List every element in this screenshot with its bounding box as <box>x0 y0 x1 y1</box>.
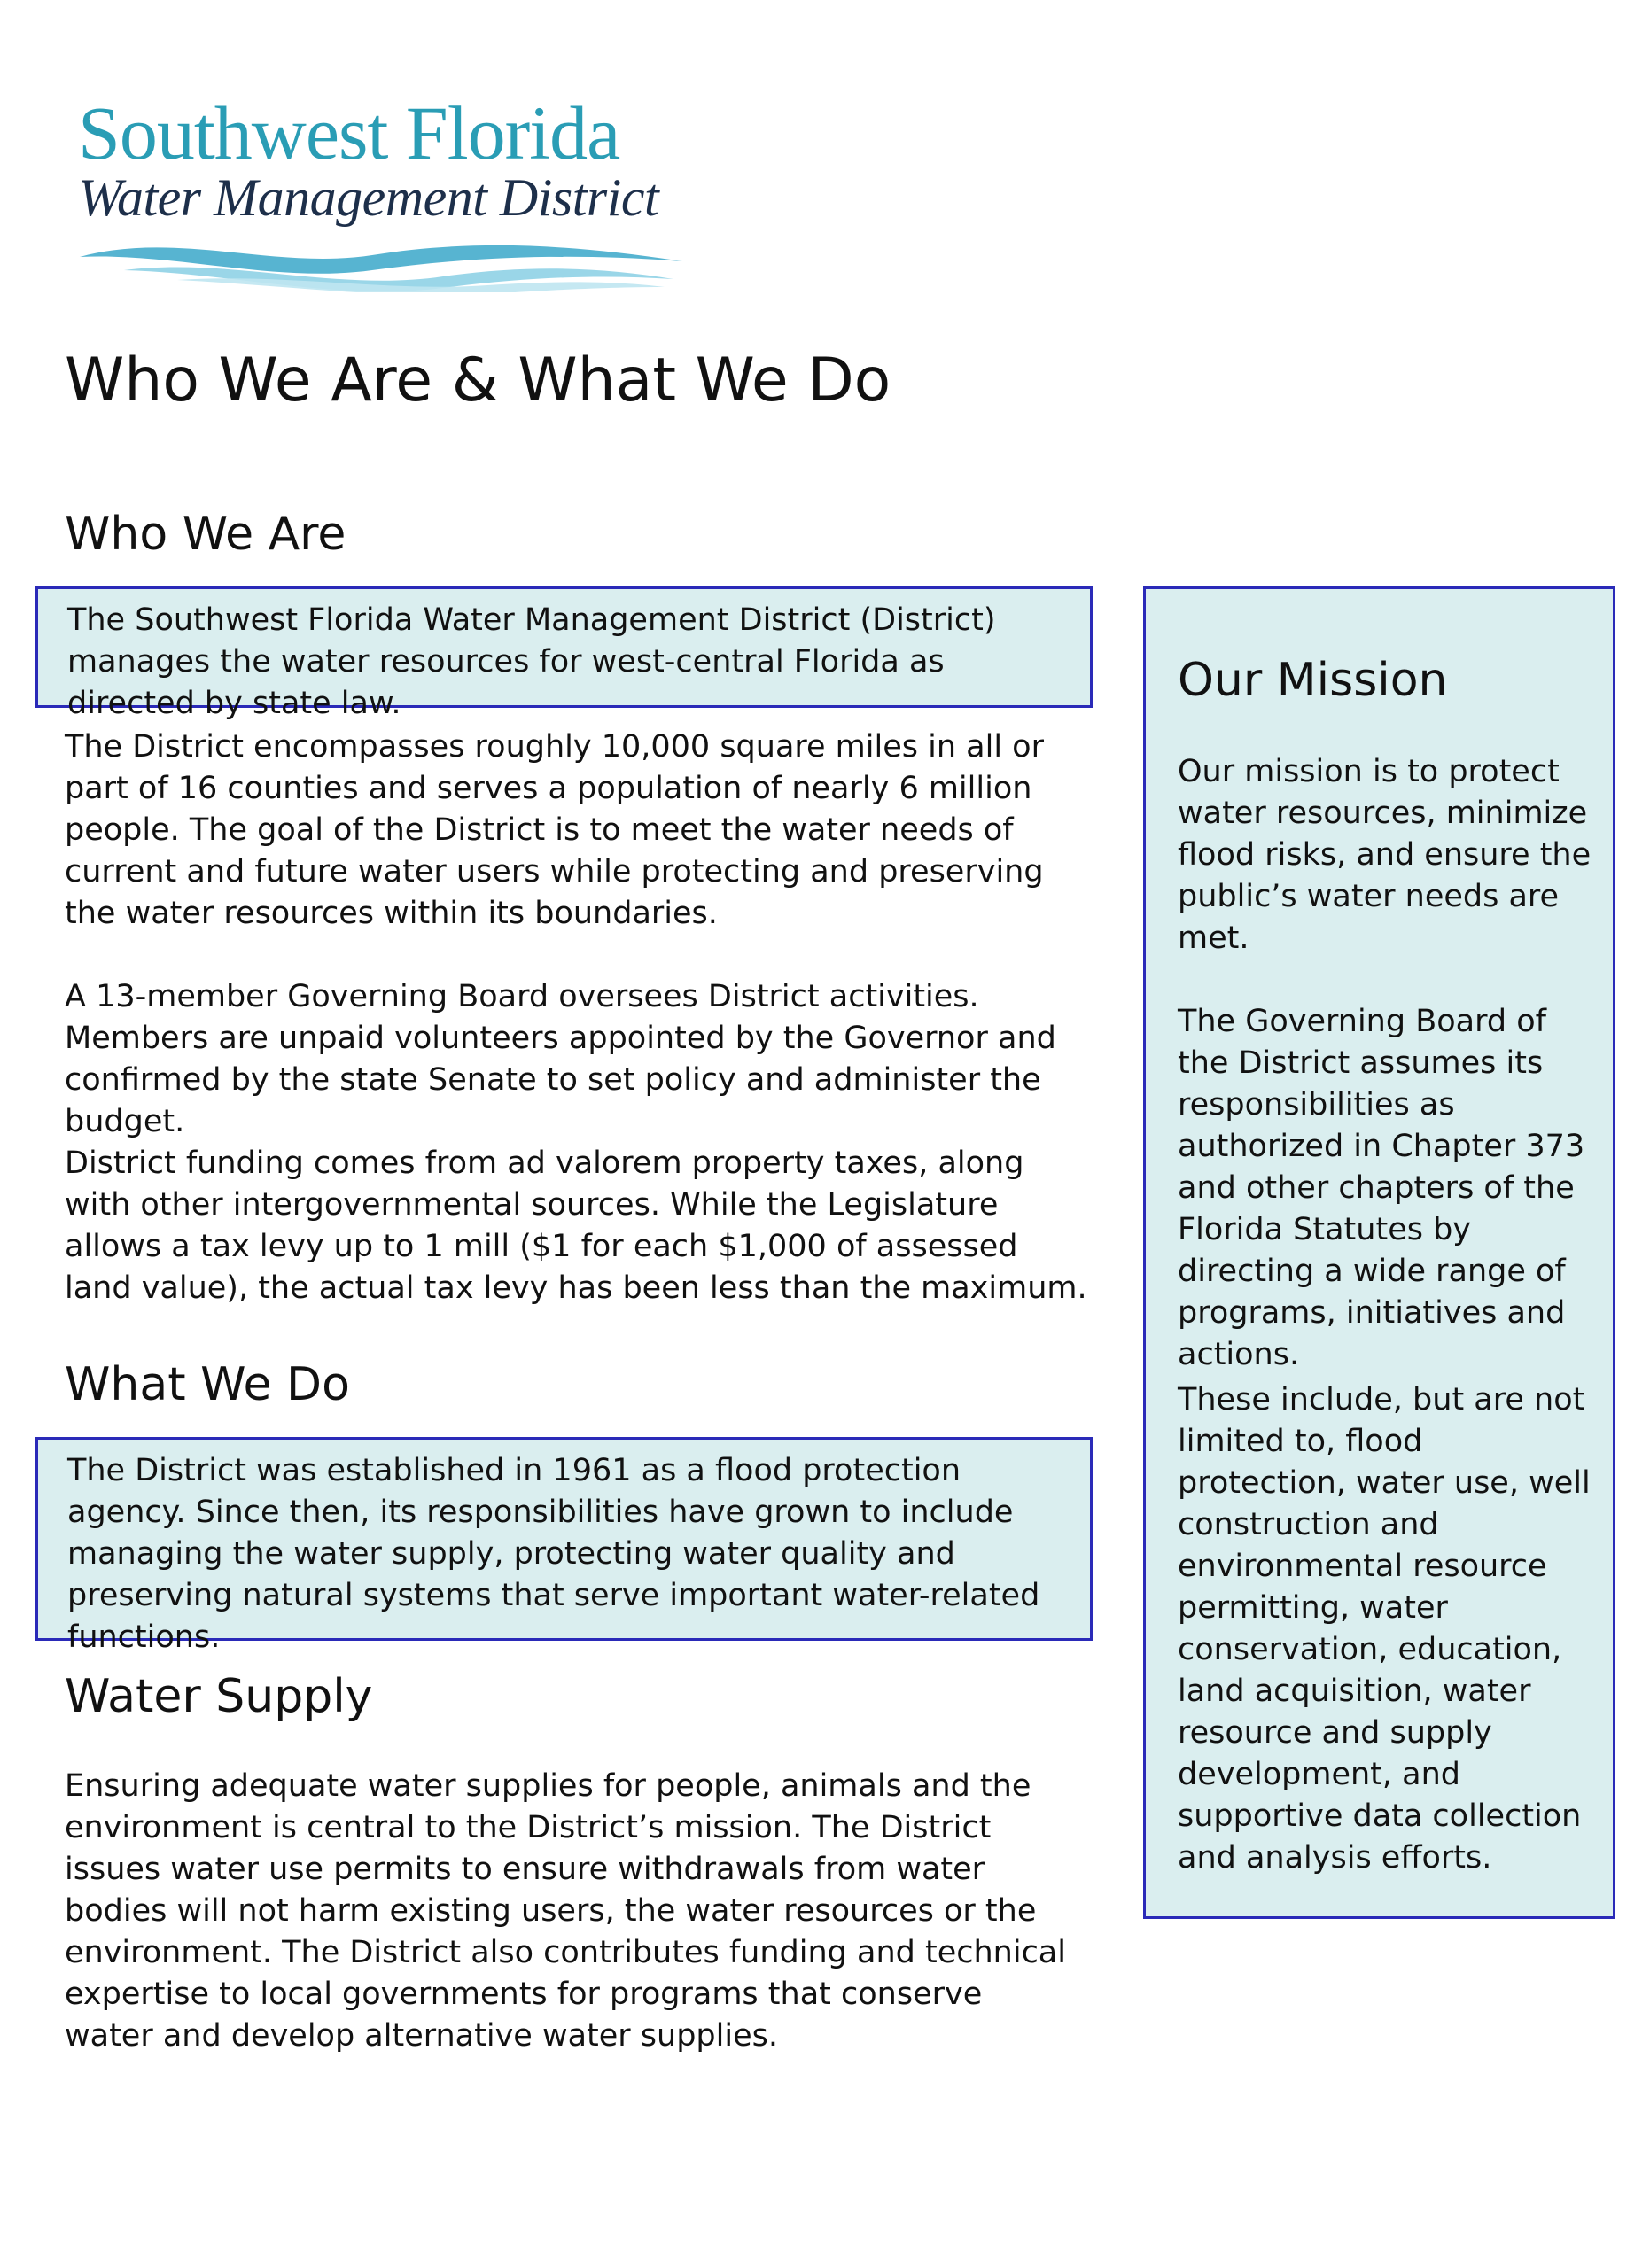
mission-sidebar <box>1143 586 1615 1919</box>
mission-paragraph-3: These include, but are not limited to, flood protection, water use, well construction and environmental resource permitting, water conservation, education, land acquisition, water resource and supply development, and supportive data collection and analysis efforts. <box>1178 1382 1591 1876</box>
logo-text-line2: Water Management District <box>78 168 659 227</box>
page-title: Who We Are & What We Do <box>65 346 891 416</box>
district-logo <box>71 89 709 292</box>
what-we-do-callout <box>35 1437 1093 1655</box>
what-we-do-callout-text: The District was established in 1961 as a flood protection agency. Since then, its responsibilities have grown to include managing the water supply, protecting water quality and preserving natural systems that serve important water-related functions. <box>67 1453 1040 1655</box>
logo-text-line1: Southwest Florida <box>78 90 620 175</box>
who-we-are-paragraph-2: A 13-member Governing Board oversees District activities. Members are unpaid volunteers appointed by the Governor and confirmed by the state Senate to set policy and administer the budget. <box>65 979 1056 1139</box>
who-we-are-paragraph-3: District funding comes from ad valorem property taxes, along with other intergovernmental sources. While the Legislature allows a tax levy up to 1 mill ($1 for each $1,000 of assessed land value), the actual tax levy has been less than the maximum. <box>65 1146 1087 1306</box>
wave-icon <box>71 221 691 292</box>
water-supply-heading: Water Supply <box>65 1670 373 1723</box>
who-we-are-callout-text: The Southwest Florida Water Management District (District) manages the water resources for west-central Florida as directed by state law. <box>67 602 996 721</box>
who-we-are-paragraph-1: The District encompasses roughly 10,000 square miles in all or part of 16 counties and serves a population of nearly 6 million people. The goal of the District is to meet the water needs of current and future water users while protecting and preserving the water resources within its boundaries. <box>65 729 1044 931</box>
who-we-are-callout <box>35 586 1093 721</box>
water-supply-paragraph: Ensuring adequate water supplies for people, animals and the environment is central to the District’s mission. The District issues water use permits to ensure withdrawals from water bodies will not harm existing users, the water resources or the environment. The District also contributes funding and technical expertise to local governments for programs that conserve water and develop alternative water supplies. <box>65 1768 1066 2054</box>
mission-heading: Our Mission <box>1178 654 1448 707</box>
what-we-do-heading: What We Do <box>65 1358 350 1411</box>
who-we-are-heading: Who We Are <box>65 508 346 561</box>
mission-paragraph-2: The Governing Board of the District assumes its responsibilities as authorized in Chapter 373 and other chapters of the Florida Statutes by directing a wide range of programs, initiatives and actions. <box>1178 1004 1585 1372</box>
mission-paragraph-1: Our mission is to protect water resources, minimize flood risks, and ensure the public’s water needs are met. <box>1178 754 1592 956</box>
